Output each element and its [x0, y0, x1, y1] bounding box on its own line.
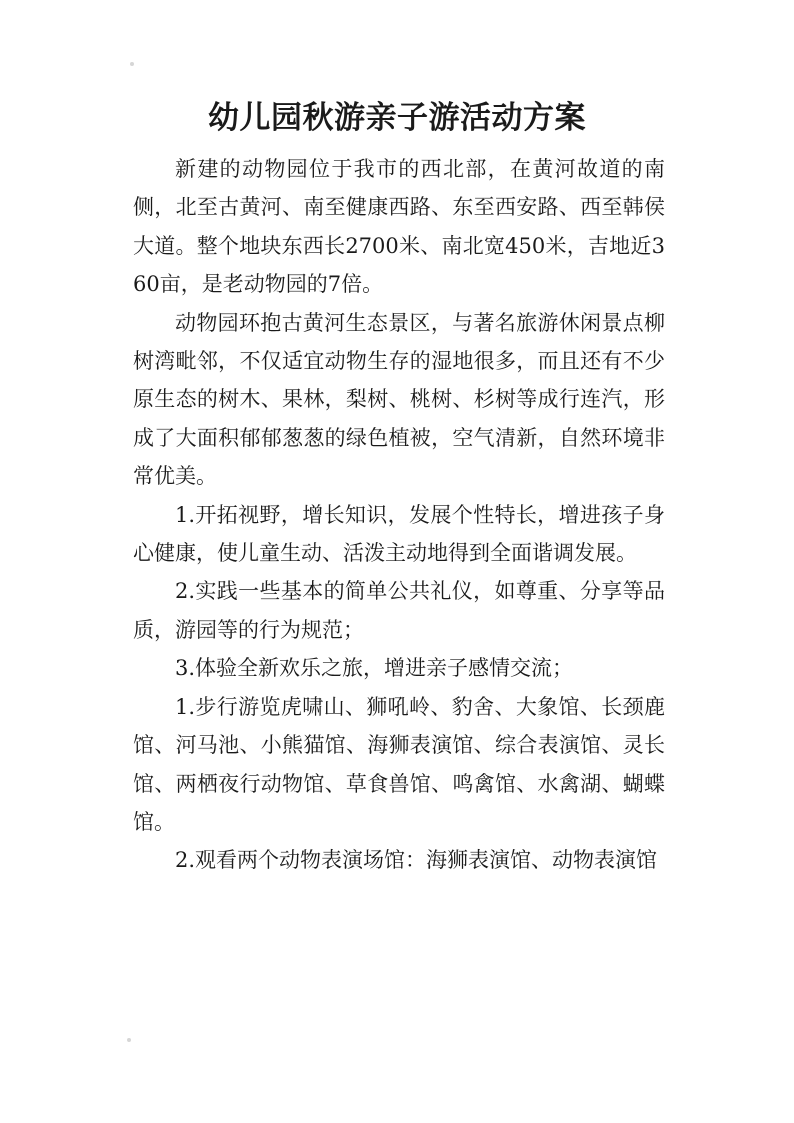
- paragraph-goal-3: 3.体验全新欢乐之旅，增进亲子感情交流；: [175, 656, 574, 681]
- document-title: 幼儿园秋游亲子游活动方案: [208, 100, 586, 136]
- document-body: [133, 150, 665, 880]
- paragraph-zoo-environment: 动物园环抱古黄河生态景区，与著名旅游休闲景点柳树湾毗邻，不仅适宜动物生存的湿地很多，而且还有不少原生态的树木、果林，梨树、桃树、杉树等成行连汽，形成了大面积郁郁葱葱的绿色植被，空气清新，自然环境非常优美。: [133, 310, 665, 489]
- paragraph-activity-1: 1.步行游览虎啸山、狮吼岭、豹舍、大象馆、长颈鹿馆、河马池、小熊猫馆、海狮表演馆、综合表演馆、灵长馆、两栖夜行动物馆、草食兽馆、鸣禽馆、水禽湖、蝴蝶馆。: [133, 694, 665, 834]
- paragraph-zoo-location: 新建的动物园位于我市的西北部，在黄河故道的南侧，北至古黄河、南至健康西路、东至西安路、西至韩侯大道。整个地块东西长2700米、南北宽450米，吉地近360亩，是老动物园的7倍。: [133, 157, 665, 297]
- paragraph-goal-2: 2.实践一些基本的简单公共礼仪，如尊重、分享等品质，游园等的行为规范；: [133, 579, 665, 642]
- scan-speck-bottom: [127, 1038, 131, 1042]
- paragraph-goal-1: 1.开拓视野，增长知识，发展个性特长，增进孩子身心健康，使儿童生动、活泼主动地得到全面谐调发展。: [133, 502, 665, 566]
- paragraph-activity-2: 2.观看两个动物表演场馆：海狮表演馆、动物表演馆: [175, 848, 658, 873]
- scan-speck-top: [130, 62, 134, 66]
